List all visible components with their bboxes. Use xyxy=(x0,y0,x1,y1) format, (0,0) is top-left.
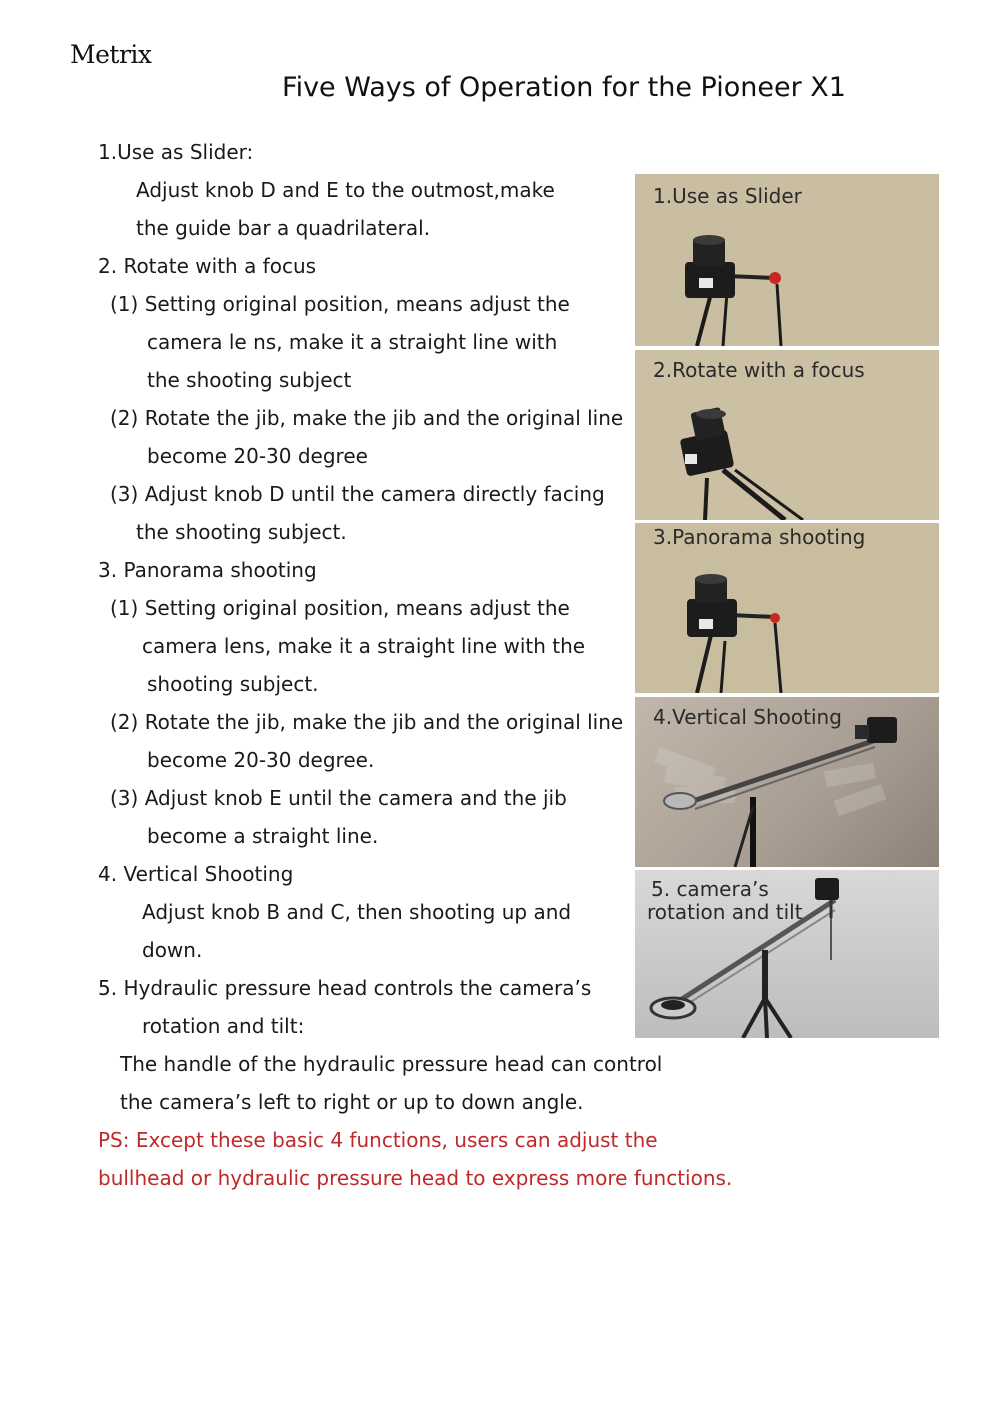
section-5-text: The handle of the hydraulic pressure head can control xyxy=(120,1052,663,1076)
section-3-step: become 20-30 degree. xyxy=(147,748,375,772)
caption-line: rotation and tilt xyxy=(647,900,803,924)
section-3-heading: 3. Panorama shooting xyxy=(98,558,317,582)
section-2-step: the shooting subject xyxy=(147,368,352,392)
section-2-step: (3) Adjust knob D until the camera directly facing xyxy=(110,482,605,506)
section-3-step: (1) Setting original position, means adjust the xyxy=(110,596,570,620)
photo-use-as-slider xyxy=(635,174,939,346)
section-3-step: camera lens, make it a straight line with the xyxy=(142,634,586,658)
section-3-step: become a straight line. xyxy=(147,824,379,848)
photo-rotate-with-focus xyxy=(635,350,939,520)
section-2-step: camera le ns, make it a straight line with xyxy=(147,330,558,354)
photo-caption: 2.Rotate with a focus xyxy=(653,358,865,382)
section-5-heading: 5. Hydraulic pressure head controls the camera’s xyxy=(98,976,592,1000)
photo-caption: 3.Panorama shooting xyxy=(653,525,866,549)
section-2-step: the shooting subject. xyxy=(136,520,347,544)
caption-line: 5. camera’s xyxy=(651,877,769,901)
ps-note: PS: Except these basic 4 functions, users can adjust the xyxy=(98,1128,658,1152)
section-2-step: (2) Rotate the jib, make the jib and the original line xyxy=(110,406,624,430)
section-5-text: the camera’s left to right or up to down angle. xyxy=(120,1090,584,1114)
section-1-text: Adjust knob D and E to the outmost,make xyxy=(136,178,555,202)
section-4-heading: 4. Vertical Shooting xyxy=(98,862,294,886)
photo-panorama-shooting xyxy=(635,523,939,693)
photo-camera-rotation-tilt xyxy=(635,870,939,1038)
section-2-heading: 2. Rotate with a focus xyxy=(98,254,317,278)
section-3-step: (2) Rotate the jib, make the jib and the original line xyxy=(110,710,624,734)
section-3-step: (3) Adjust knob E until the camera and the jib xyxy=(110,786,567,810)
section-4-text: down. xyxy=(142,938,203,962)
page-title: Five Ways of Operation for the Pioneer X1 xyxy=(282,72,846,103)
photo-caption: 1.Use as Slider xyxy=(653,184,802,208)
section-1-text: the guide bar a quadrilateral. xyxy=(136,216,431,240)
section-2-step: (1) Setting original position, means adjust the xyxy=(110,292,570,316)
photo-vertical-shooting xyxy=(635,697,939,867)
section-3-step: shooting subject. xyxy=(147,672,319,696)
section-5-heading: rotation and tilt: xyxy=(142,1014,305,1038)
brand-logo: Metrix xyxy=(70,40,152,69)
photo-caption xyxy=(647,878,803,924)
section-4-text: Adjust knob B and C, then shooting up and xyxy=(142,900,572,924)
section-2-step: become 20-30 degree xyxy=(147,444,368,468)
section-1-heading: 1.Use as Slider: xyxy=(98,140,254,164)
ps-note: bullhead or hydraulic pressure head to express more functions. xyxy=(98,1166,733,1190)
photo-caption: 4.Vertical Shooting xyxy=(653,705,842,729)
